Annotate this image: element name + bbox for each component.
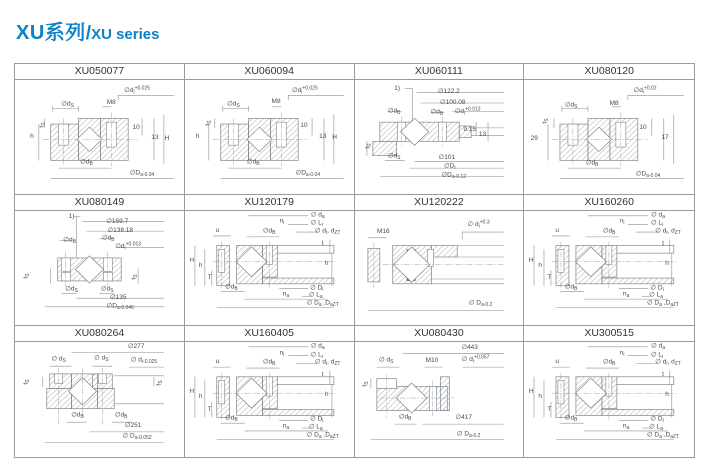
dim-label: 10 bbox=[639, 123, 647, 131]
dim-label: ∅443 bbox=[461, 343, 478, 351]
dim-label: h bbox=[198, 392, 203, 400]
dim-label: ∅ $L_i$ bbox=[310, 219, 323, 229]
dim-label: $\emptyset d_S$ bbox=[564, 101, 578, 110]
dim-label: $n_a$ bbox=[622, 290, 630, 300]
bearing-cross-section-diagram bbox=[15, 211, 184, 325]
cell-model: XU160405 bbox=[185, 326, 354, 342]
dim-label: h bbox=[30, 133, 34, 141]
dim-label: $n_i$ bbox=[619, 217, 625, 227]
diagram-drawing bbox=[355, 80, 524, 194]
bearing-cross-section-diagram bbox=[524, 80, 694, 194]
catalog-cell bbox=[185, 195, 355, 326]
dim-label: ∅277 bbox=[127, 342, 145, 350]
dim-label: t bbox=[662, 370, 664, 378]
dim-label: $\emptyset d_B$ bbox=[602, 227, 616, 236]
bearing-cross-section-diagram bbox=[524, 211, 694, 325]
dim-label: ∅ $d_a$ bbox=[310, 342, 325, 351]
dim-label: ∅122.2 bbox=[437, 88, 460, 96]
dim-label: ∅ $L_a$ bbox=[308, 291, 323, 300]
dim-label: T bbox=[207, 405, 212, 413]
dim-label: ∅ $L_a$ bbox=[649, 423, 663, 432]
cell-model: XU060094 bbox=[185, 64, 354, 80]
dim-label: H bbox=[189, 388, 195, 395]
catalog-cell bbox=[185, 64, 355, 195]
dim-label: $\emptyset d_B$ bbox=[225, 282, 238, 292]
dim-label: $n_a$ bbox=[282, 290, 290, 300]
bearing-cross-section-diagram bbox=[15, 80, 184, 194]
dim-label: H bbox=[528, 256, 534, 264]
dim-label: t bbox=[321, 370, 324, 378]
dim-label: $\emptyset d_S$ bbox=[65, 284, 78, 294]
dim-label: 13 bbox=[151, 134, 159, 142]
dim-label: H bbox=[189, 256, 195, 264]
dim-label: ∅ $L_i$ bbox=[650, 350, 664, 360]
catalog-cell bbox=[524, 326, 694, 457]
dim-label: t bbox=[321, 239, 324, 247]
dim-label: u bbox=[215, 226, 220, 234]
dim-label: $\emptyset d_S$ bbox=[61, 100, 74, 109]
dim-label: ∅135 bbox=[109, 293, 127, 301]
dim-label: $\emptyset d_B$ bbox=[602, 358, 616, 367]
dim-label: ∅ $D_{a-0.2}$ bbox=[468, 299, 493, 308]
dim-label: ∅ $d_i^{+0.3}$ bbox=[467, 219, 490, 230]
dim-label: $\emptyset d_B$ bbox=[398, 413, 412, 423]
dim-label: $t_S$ bbox=[364, 143, 374, 149]
dim-label: 13 bbox=[478, 130, 487, 138]
dim-label: $t_S$ bbox=[130, 274, 139, 280]
cell-model: XU080430 bbox=[355, 326, 524, 342]
dim-label: $\emptyset d_i^{+0.013}$ bbox=[454, 106, 481, 117]
series-title-zh: XU系列 bbox=[16, 22, 86, 44]
dim-label: ∅ $d_{i-0.025}$ bbox=[130, 356, 158, 366]
dim-label: ∅ $d_i$, $d_{ZT}$ bbox=[314, 358, 341, 367]
dim-label: 10 bbox=[300, 121, 308, 129]
dim-label: $t_S$ bbox=[361, 380, 371, 387]
cell-model: XU120179 bbox=[185, 195, 354, 211]
dim-label: 10 bbox=[132, 123, 140, 131]
dim-label: 1) bbox=[394, 84, 401, 92]
dim-label: $\emptyset d_B$ bbox=[262, 358, 276, 367]
dim-label: $\emptyset d_i^{+0.02}$ bbox=[633, 85, 657, 96]
dim-label: 17 bbox=[661, 134, 669, 142]
bearing-cross-section-diagram bbox=[185, 211, 354, 325]
dim-label: $n_a$ bbox=[622, 422, 630, 431]
diagram-drawing bbox=[15, 211, 184, 325]
dim-label: ∅ $D_i$ bbox=[310, 283, 324, 293]
dim-label: H bbox=[332, 134, 337, 142]
bearing-cross-section-diagram bbox=[185, 80, 354, 194]
dim-label: $\emptyset d_B$ bbox=[564, 414, 578, 424]
dim-label: $t_S$ bbox=[22, 273, 31, 279]
dim-label: M8 bbox=[106, 98, 116, 106]
dim-label: ∅138.18 bbox=[107, 226, 133, 234]
catalog-cell bbox=[355, 64, 525, 195]
dim-label: h bbox=[538, 261, 543, 269]
dim-label: ∅ $d_a$ bbox=[651, 211, 665, 220]
dim-label: $\emptyset d_B$ bbox=[80, 158, 93, 168]
dim-label: h bbox=[198, 261, 203, 269]
dim-label: $\emptyset d_B$ bbox=[114, 411, 128, 421]
catalog-cell bbox=[355, 326, 525, 457]
dim-label: $\emptyset d_i^{+0.025}$ bbox=[124, 85, 151, 96]
catalog-cell bbox=[355, 195, 525, 326]
dim-label: T bbox=[207, 273, 212, 281]
bearing-cross-section-diagram bbox=[15, 342, 184, 457]
dim-label: ∅ $L_a$ bbox=[649, 291, 663, 300]
dim-label: $\emptyset d_B$ bbox=[246, 158, 260, 168]
catalog-cell bbox=[15, 195, 185, 326]
dim-label: M8 bbox=[609, 99, 619, 107]
dim-label: $\emptyset D_{a-0.12}$ bbox=[441, 171, 467, 180]
dim-label: M16 bbox=[376, 227, 390, 235]
dim-label: $\emptyset d_B$ bbox=[585, 159, 599, 169]
dim-label: M8 bbox=[271, 97, 281, 105]
cell-model: XU050077 bbox=[15, 64, 184, 80]
catalog-cell bbox=[524, 195, 694, 326]
dim-label: $t_S$ bbox=[203, 120, 213, 126]
dim-label: ∅ $d_i$, $d_{ZT}$ bbox=[314, 227, 341, 236]
dim-label: ∅ $d_a$ bbox=[651, 342, 665, 351]
dim-label: H bbox=[528, 388, 534, 395]
cell-model: XU120222 bbox=[355, 195, 524, 211]
dim-label: ∅ $d_i^{+0.057}$ bbox=[461, 354, 490, 365]
dim-label: ∅159.7 bbox=[106, 217, 129, 225]
dim-label: $t_S$ bbox=[155, 380, 164, 386]
dim-label: t bbox=[662, 239, 664, 247]
dim-label: u bbox=[215, 358, 220, 366]
dim-label: ∅ $d_S$ bbox=[94, 354, 109, 364]
dim-label: $\emptyset d_B$ bbox=[101, 234, 115, 243]
dim-label: $\emptyset d_B$ bbox=[430, 107, 444, 117]
dim-label: $t_S$ bbox=[22, 379, 31, 385]
dim-label: h bbox=[324, 259, 329, 267]
catalog-cell bbox=[185, 326, 355, 457]
dim-label: $\emptyset d_B$ bbox=[63, 235, 76, 245]
dim-label: u bbox=[555, 358, 559, 366]
dim-label: $\emptyset d_i^{+0.025}$ bbox=[291, 85, 318, 96]
dim-label: ∅ $d_a$ bbox=[310, 211, 325, 220]
cell-model: XU060111 bbox=[355, 64, 524, 80]
title-separator: / bbox=[85, 23, 92, 44]
cell-model: XU080149 bbox=[15, 195, 184, 211]
dim-label: $\emptyset d_S$ bbox=[101, 284, 114, 294]
dim-label: 9.15 bbox=[463, 125, 476, 133]
dim-label: $\emptyset D_i$ bbox=[444, 162, 456, 171]
dim-label: ∅101 bbox=[438, 153, 456, 161]
dim-label: ∅ $L_i$ bbox=[650, 219, 664, 229]
dim-label: ∅ $D_i$ bbox=[310, 415, 324, 425]
dim-label: ∅ $D_a$ $,D_{aZT}$ bbox=[646, 299, 680, 308]
bearing-cross-section-diagram bbox=[524, 342, 694, 457]
cell-model: XU160260 bbox=[524, 195, 694, 211]
dim-label: h bbox=[195, 132, 200, 140]
dim-label: ∅ $D_a$ $,D_{aZT}$ bbox=[306, 430, 339, 440]
dim-label: $n_i$ bbox=[619, 348, 625, 358]
dim-label: $n_a$ bbox=[282, 422, 290, 431]
dim-label: $\emptyset d_B$ bbox=[71, 411, 84, 421]
catalog-cell bbox=[15, 326, 185, 457]
dim-label: $\emptyset D_{a-0.04}$ bbox=[129, 169, 155, 178]
dim-label: $n_i$ bbox=[279, 348, 285, 358]
dim-label: h bbox=[538, 392, 543, 400]
bearing-cross-section-diagram bbox=[355, 211, 524, 325]
dim-label: $\emptyset d_B$ bbox=[387, 106, 401, 116]
dim-label: ∅417 bbox=[455, 414, 472, 422]
dim-label: $\emptyset d_B$ bbox=[225, 414, 238, 424]
dim-label: ∅ $d_i$, $d_{ZT}$ bbox=[655, 227, 681, 236]
dim-label: ∅ $D_i$ bbox=[650, 283, 664, 293]
dim-label: 13 bbox=[319, 132, 327, 140]
catalog-cell bbox=[15, 64, 185, 195]
dim-label: ∅ $D_{a-0.2}$ bbox=[456, 430, 481, 439]
dim-label: ∅ $D_a$ $,D_{aZT}$ bbox=[646, 430, 680, 440]
dim-label: $t_S$ bbox=[38, 122, 47, 128]
dim-label: ∅ $D_{a-0.052}$ bbox=[122, 431, 152, 441]
dim-label: ∅ $L_i$ bbox=[310, 350, 323, 360]
dim-label: h bbox=[324, 390, 329, 398]
dim-label: H bbox=[164, 135, 170, 143]
dim-label: $\emptyset d_B$ bbox=[564, 282, 578, 292]
bearing-cross-section-diagram bbox=[355, 342, 524, 457]
cell-model: XU080264 bbox=[15, 326, 184, 342]
dim-label: $\emptyset d_S$ bbox=[387, 151, 401, 161]
dim-label: ∅100.08 bbox=[439, 98, 466, 106]
dim-label: T bbox=[547, 273, 552, 281]
dim-label: $n_i$ bbox=[279, 217, 285, 227]
dim-label: $\emptyset d_B$ bbox=[262, 227, 276, 236]
dim-label: $\emptyset D_{a-0.04}$ bbox=[295, 169, 321, 178]
series-title-en: XU series bbox=[91, 26, 160, 43]
page-title bbox=[16, 16, 159, 45]
dim-label: ∅ $D_i$ bbox=[650, 415, 664, 425]
dim-label: ∅251 bbox=[124, 421, 142, 429]
dim-label: 29 bbox=[530, 135, 538, 143]
dim-label: h bbox=[665, 390, 669, 398]
dim-label: $\emptyset D_{a-0.046}$ bbox=[106, 302, 134, 311]
dim-label: ∅ $L_a$ bbox=[308, 423, 323, 432]
cell-model: XU300515 bbox=[524, 326, 694, 342]
dim-label: ∅ $d_i$, $d_{ZT}$ bbox=[655, 358, 681, 367]
bearing-catalog-table bbox=[14, 63, 695, 458]
dim-label: $\emptyset d_S$ bbox=[227, 100, 240, 109]
dim-label: ∅ $D_a$ $,D_{aZT}$ bbox=[306, 299, 339, 308]
dim-label: $\emptyset D_{a-0.04}$ bbox=[635, 170, 661, 179]
cell-model: XU080120 bbox=[524, 64, 694, 80]
diagram-drawing bbox=[185, 80, 354, 194]
bearing-cross-section-diagram bbox=[355, 80, 524, 194]
dim-label: 1) bbox=[68, 212, 75, 220]
dim-label: M10 bbox=[425, 357, 439, 365]
dim-label: h bbox=[665, 259, 669, 267]
bearing-cross-section-diagram bbox=[185, 342, 354, 457]
dim-label: ∅ $d_S$ bbox=[379, 356, 394, 366]
dim-label: u bbox=[555, 226, 559, 234]
catalog-cell bbox=[524, 64, 694, 195]
dim-label: $t_S$ bbox=[541, 118, 550, 124]
dim-label: T bbox=[547, 405, 552, 413]
dim-label: $\emptyset d_i^{+0.013}$ bbox=[115, 241, 142, 252]
dim-label: ∅ $d_S$ bbox=[51, 355, 66, 365]
